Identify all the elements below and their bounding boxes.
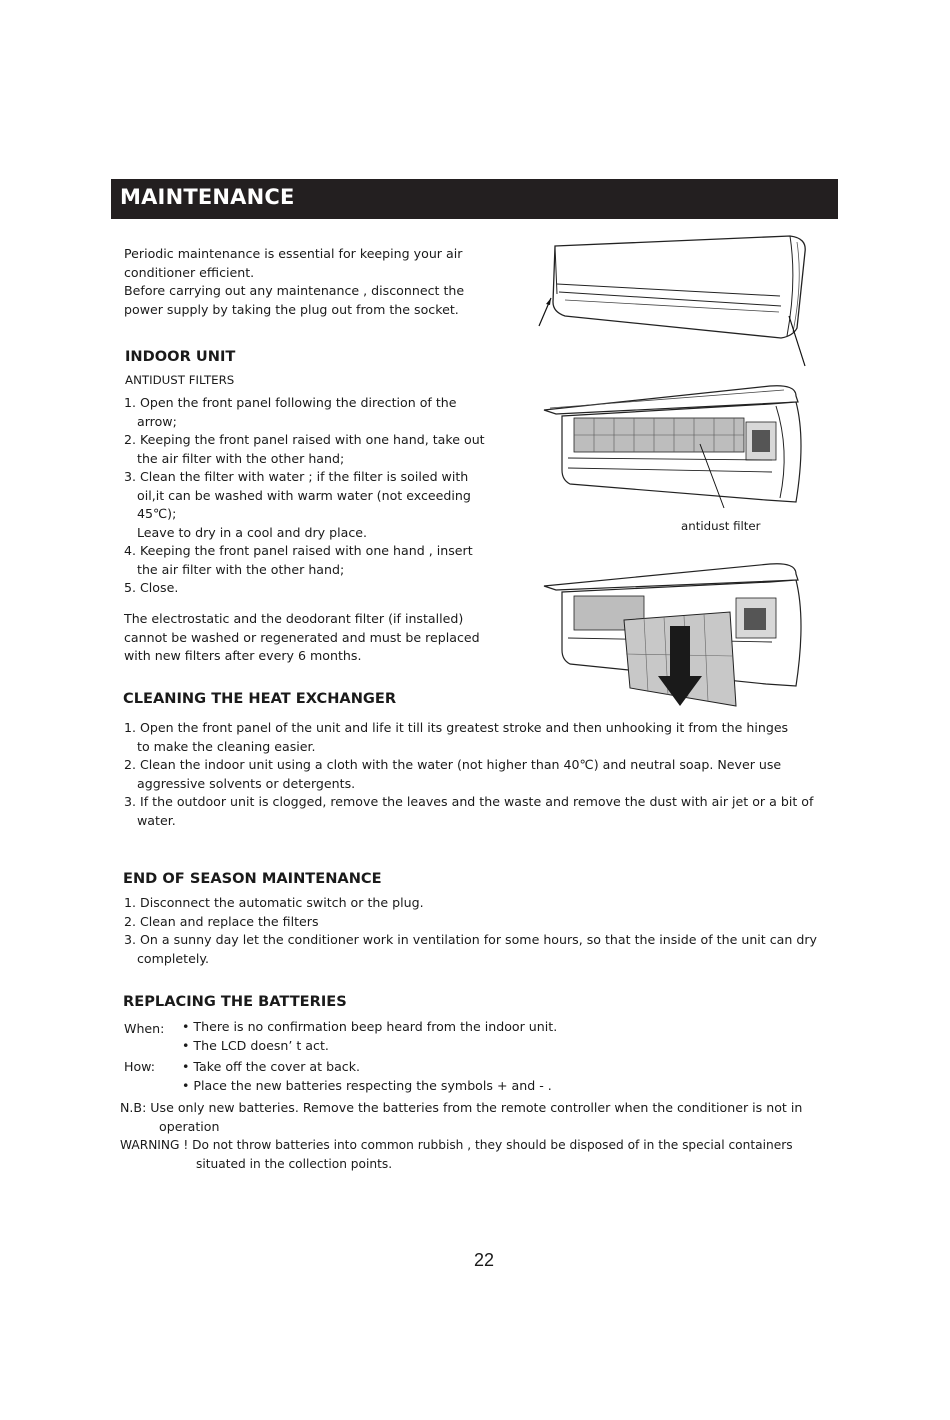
when-item: • The LCD doesn’ t act. [182, 1037, 329, 1053]
step-line: Leave to dry in a cool and dry place. [137, 524, 367, 540]
heat-line: aggressive solvents or detergents. [137, 775, 356, 791]
heat-line: 2. Clean the indoor unit using a cloth with the water (not higher than 40℃) and neutral soap. Never use [124, 757, 782, 772]
step-line: 4. Keeping the front panel raised with one hand , insert [124, 543, 473, 558]
indoor-steps [124, 394, 485, 598]
when-label: When: [124, 1021, 165, 1036]
note-line: with new filters after every 6 months. [124, 648, 362, 663]
warning-note [120, 1136, 793, 1173]
step-line: the air filter with the other hand; [137, 450, 345, 466]
how-list [182, 1058, 552, 1095]
antidust-filter-label: antidust filter [681, 519, 761, 533]
step-line: 1. Open the front panel following the direction of the [124, 395, 457, 410]
intro-line: Before carrying out any maintenance , disconnect the [124, 283, 465, 298]
heat-exchanger-heading: CLEANING THE HEAT EXCHANGER [123, 690, 397, 707]
end-of-season-heading: END OF SEASON MAINTENANCE [123, 870, 382, 887]
section-banner [111, 179, 838, 219]
step-line: 5. Close. [124, 580, 179, 595]
heat-line: 3. If the outdoor unit is clogged, remove the leaves and the waste and remove the dust with air jet or a bit of [124, 794, 814, 809]
step-line: arrow; [137, 413, 177, 429]
indoor-unit-heading: INDOOR UNIT [125, 348, 236, 365]
warning-line: WARNING ! Do not throw batteries into common rubbish , they should be disposed of in the special containers [120, 1138, 793, 1152]
heat-line: water. [137, 812, 176, 828]
when-list [182, 1018, 557, 1055]
step-line: 3. Clean the filter with water ; if the filter is soiled with [124, 469, 469, 484]
filter-note [124, 610, 480, 666]
heat-line: 1. Open the front panel of the unit and life it till its greatest stroke and then unhooking it from the hinges [124, 720, 789, 735]
step-line: oil,it can be washed with warm water (not exceeding [137, 487, 471, 503]
nb-line: operation [159, 1118, 220, 1134]
batteries-heading: REPLACING THE BATTERIES [123, 993, 347, 1010]
filter-removal-figure [540, 560, 810, 710]
nb-note [120, 1099, 802, 1136]
step-line: 2. Keeping the front panel raised with one hand, take out [124, 432, 485, 447]
antidust-subheading: ANTIDUST FILTERS [125, 373, 235, 387]
note-line: cannot be washed or regenerated and must be replaced [124, 629, 480, 645]
intro-line: Periodic maintenance is essential for keeping your air [124, 246, 463, 261]
season-line: 2. Clean and replace the filters [124, 913, 319, 929]
intro-line: power supply by taking the plug out from the socket. [124, 301, 459, 317]
intro-line: conditioner efficient. [124, 264, 255, 280]
end-of-season-steps [124, 894, 817, 968]
step-line: the air filter with the other hand; [137, 561, 345, 577]
heat-exchanger-steps [124, 719, 813, 830]
step-line: 45℃); [137, 506, 177, 521]
season-line: 3. On a sunny day let the conditioner work in ventilation for some hours, so that the inside of the unit can dry [124, 932, 818, 947]
season-line: completely. [137, 950, 209, 966]
page-number: 22 [473, 1250, 495, 1270]
indoor-unit-open-figure [540, 380, 810, 510]
season-line: 1. Disconnect the automatic switch or the plug. [124, 895, 424, 910]
how-item: • Place the new batteries respecting the symbols + and - . [182, 1077, 552, 1093]
how-item: • Take off the cover at back. [182, 1059, 361, 1074]
warning-line: situated in the collection points. [196, 1156, 393, 1171]
indoor-unit-closed-figure [535, 232, 815, 372]
how-label: How: [124, 1059, 156, 1074]
heat-line: to make the cleaning easier. [137, 738, 316, 754]
intro-paragraph [124, 245, 464, 319]
note-line: The electrostatic and the deodorant filter (if installed) [124, 611, 464, 626]
page-title: MAINTENANCE [120, 185, 295, 209]
nb-line: N.B: Use only new batteries. Remove the batteries from the remote controller when the conditioner is not in [120, 1100, 803, 1115]
when-item: • There is no confirmation beep heard from the indoor unit. [182, 1019, 558, 1034]
